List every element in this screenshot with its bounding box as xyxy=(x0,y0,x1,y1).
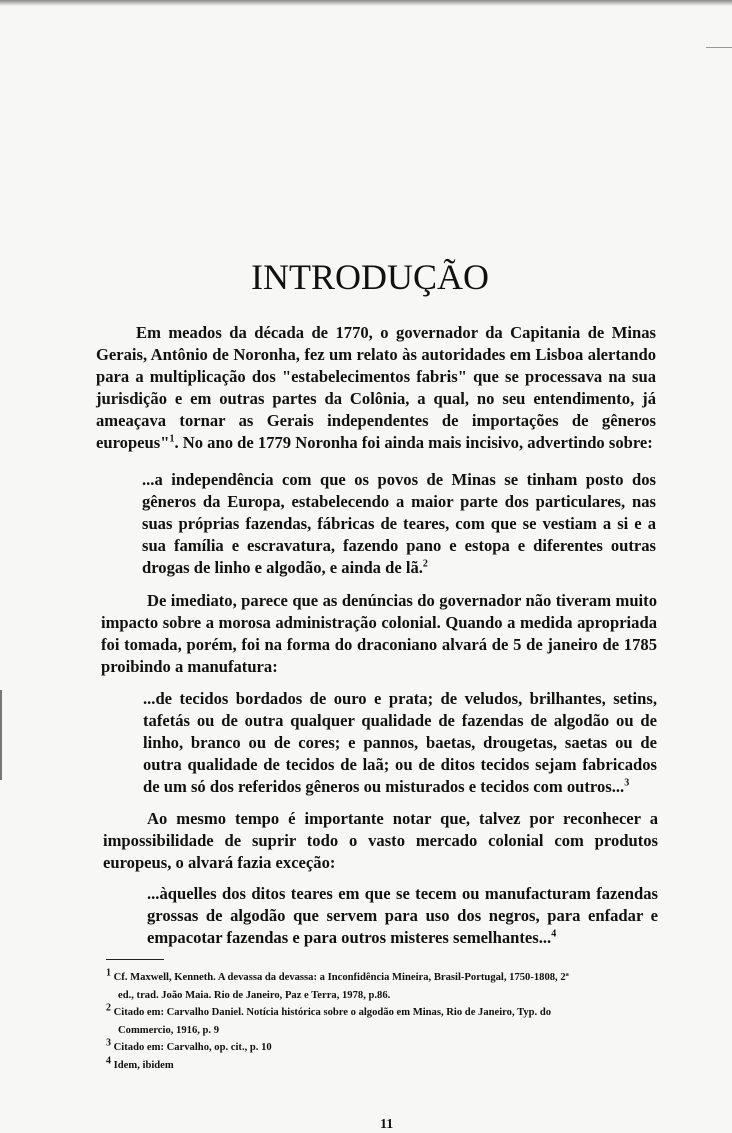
scan-edge-top xyxy=(0,0,732,6)
scan-mark-left xyxy=(0,690,2,780)
footnote-4-number: 4 xyxy=(106,1054,111,1066)
paragraph-3: Ao mesmo tempo é importante notar que, talvez por reconhecer a impossibilidade de suprir todo o vasto mercado colonial com produtos europeus, o alvará fazia exceção: xyxy=(103,809,658,872)
footnote-4 xyxy=(106,1054,661,1075)
footnote-2-text: Citado em: Carvalho Daniel. Notícia histórica sobre o algodão em Minas, Rio de Janeiro, Typ. do xyxy=(113,1007,552,1018)
footnote-ref-4[interactable]: 4 xyxy=(551,928,557,940)
footnote-ref-3[interactable]: 3 xyxy=(624,777,630,789)
block-quote-3 xyxy=(147,883,658,949)
footnote-ref-1[interactable]: 1 xyxy=(169,433,175,445)
block-quote-2 xyxy=(143,688,657,798)
block-quote-1-text: ...a independência com que os povos de Minas se tinham posto dos gêneros da Europa, estabelecendo a maior parte dos particulares, nas suas próprias fazendas, fábricas de teares, com que se vestiam a si e a sua família e escravatura, fazendo pano e estopa e diferentes outras drogas de linho e algodão, e ainda de lã. xyxy=(142,470,656,577)
footnote-2-continuation: Commercio, 1916, p. 9 xyxy=(118,1024,220,1036)
page-number: 11 xyxy=(380,1117,394,1132)
block-quote-3-text: ...àquelles dos ditos teares em que se tecem ou manufacturam fazendas grossas de algodão que servem para uso dos negros, para enfadar e empacotar fazendas e para outros misteres semelhantes... xyxy=(147,884,658,947)
paragraph-1 xyxy=(96,322,656,454)
footnotes xyxy=(106,969,661,1074)
paragraph-1-after: . No ano de 1779 Noronha foi ainda mais incisivo, advertindo sobre: xyxy=(174,433,653,452)
paragraph-2: De imediato, parece que as denúncias do governador não tiveram muito impacto sobre a morosa administração colonial. Quando a medida apropriada foi tomada, porém, foi na forma do draconiano alvará de 5 de janeiro de 1785 proibindo a manufatura: xyxy=(101,591,657,676)
footnote-1-text: Cf. Maxwell, Kenneth. A devassa da devassa: a Inconfidência Mineira, Brasil-Portugal, 1750-1808, 2ª xyxy=(113,972,569,983)
footnote-1-number: 1 xyxy=(106,967,111,979)
block-quote-1 xyxy=(142,469,656,579)
block-quote-2-text: ...de tecidos bordados de ouro e prata; de veludos, brilhantes, setins, tafetás ou de outra qualquer qualidade de fazendas de algodão ou de linho, branco ou de cores; e pannos, baetas, drougetas, saetas ou de outra qualidade de tecidos de laã; ou de ditos tecidos sejam fabricados de um só dos referidos gêneros ou misturados e tecidos com outros... xyxy=(143,689,657,796)
footnote-3 xyxy=(106,1039,661,1057)
footnote-4-text: Idem, ibidem xyxy=(113,1059,174,1071)
footnote-3-text: Citado em: Carvalho, op. cit., p. 10 xyxy=(113,1042,272,1053)
footnote-1 xyxy=(106,969,661,1004)
footnote-2 xyxy=(106,1004,661,1039)
scan-mark-right xyxy=(706,47,732,48)
footnote-3-number: 3 xyxy=(106,1037,111,1049)
footnote-1-continuation: ed., trad. João Maia. Rio de Janeiro, Paz e Terra, 1978, p.86. xyxy=(118,989,391,1001)
paragraph-1-text: Em meados da década de 1770, o governador da Capitania de Minas Gerais, Antônio de Noronha, fez um relato às autoridades em Lisboa alertando para a multiplicação dos "estabelecimentos fabris" que se processava na sua jurisdição e em outras partes da Colônia, a qual, no seu entendimento, já ameaçava tornar as Gerais independentes de importações de gêneros europeus" xyxy=(96,323,656,452)
footnote-2-number: 2 xyxy=(106,1002,111,1014)
chapter-title: INTRODUÇÃO xyxy=(251,257,489,298)
footnote-divider xyxy=(106,959,164,960)
footnote-ref-2[interactable]: 2 xyxy=(422,558,428,570)
